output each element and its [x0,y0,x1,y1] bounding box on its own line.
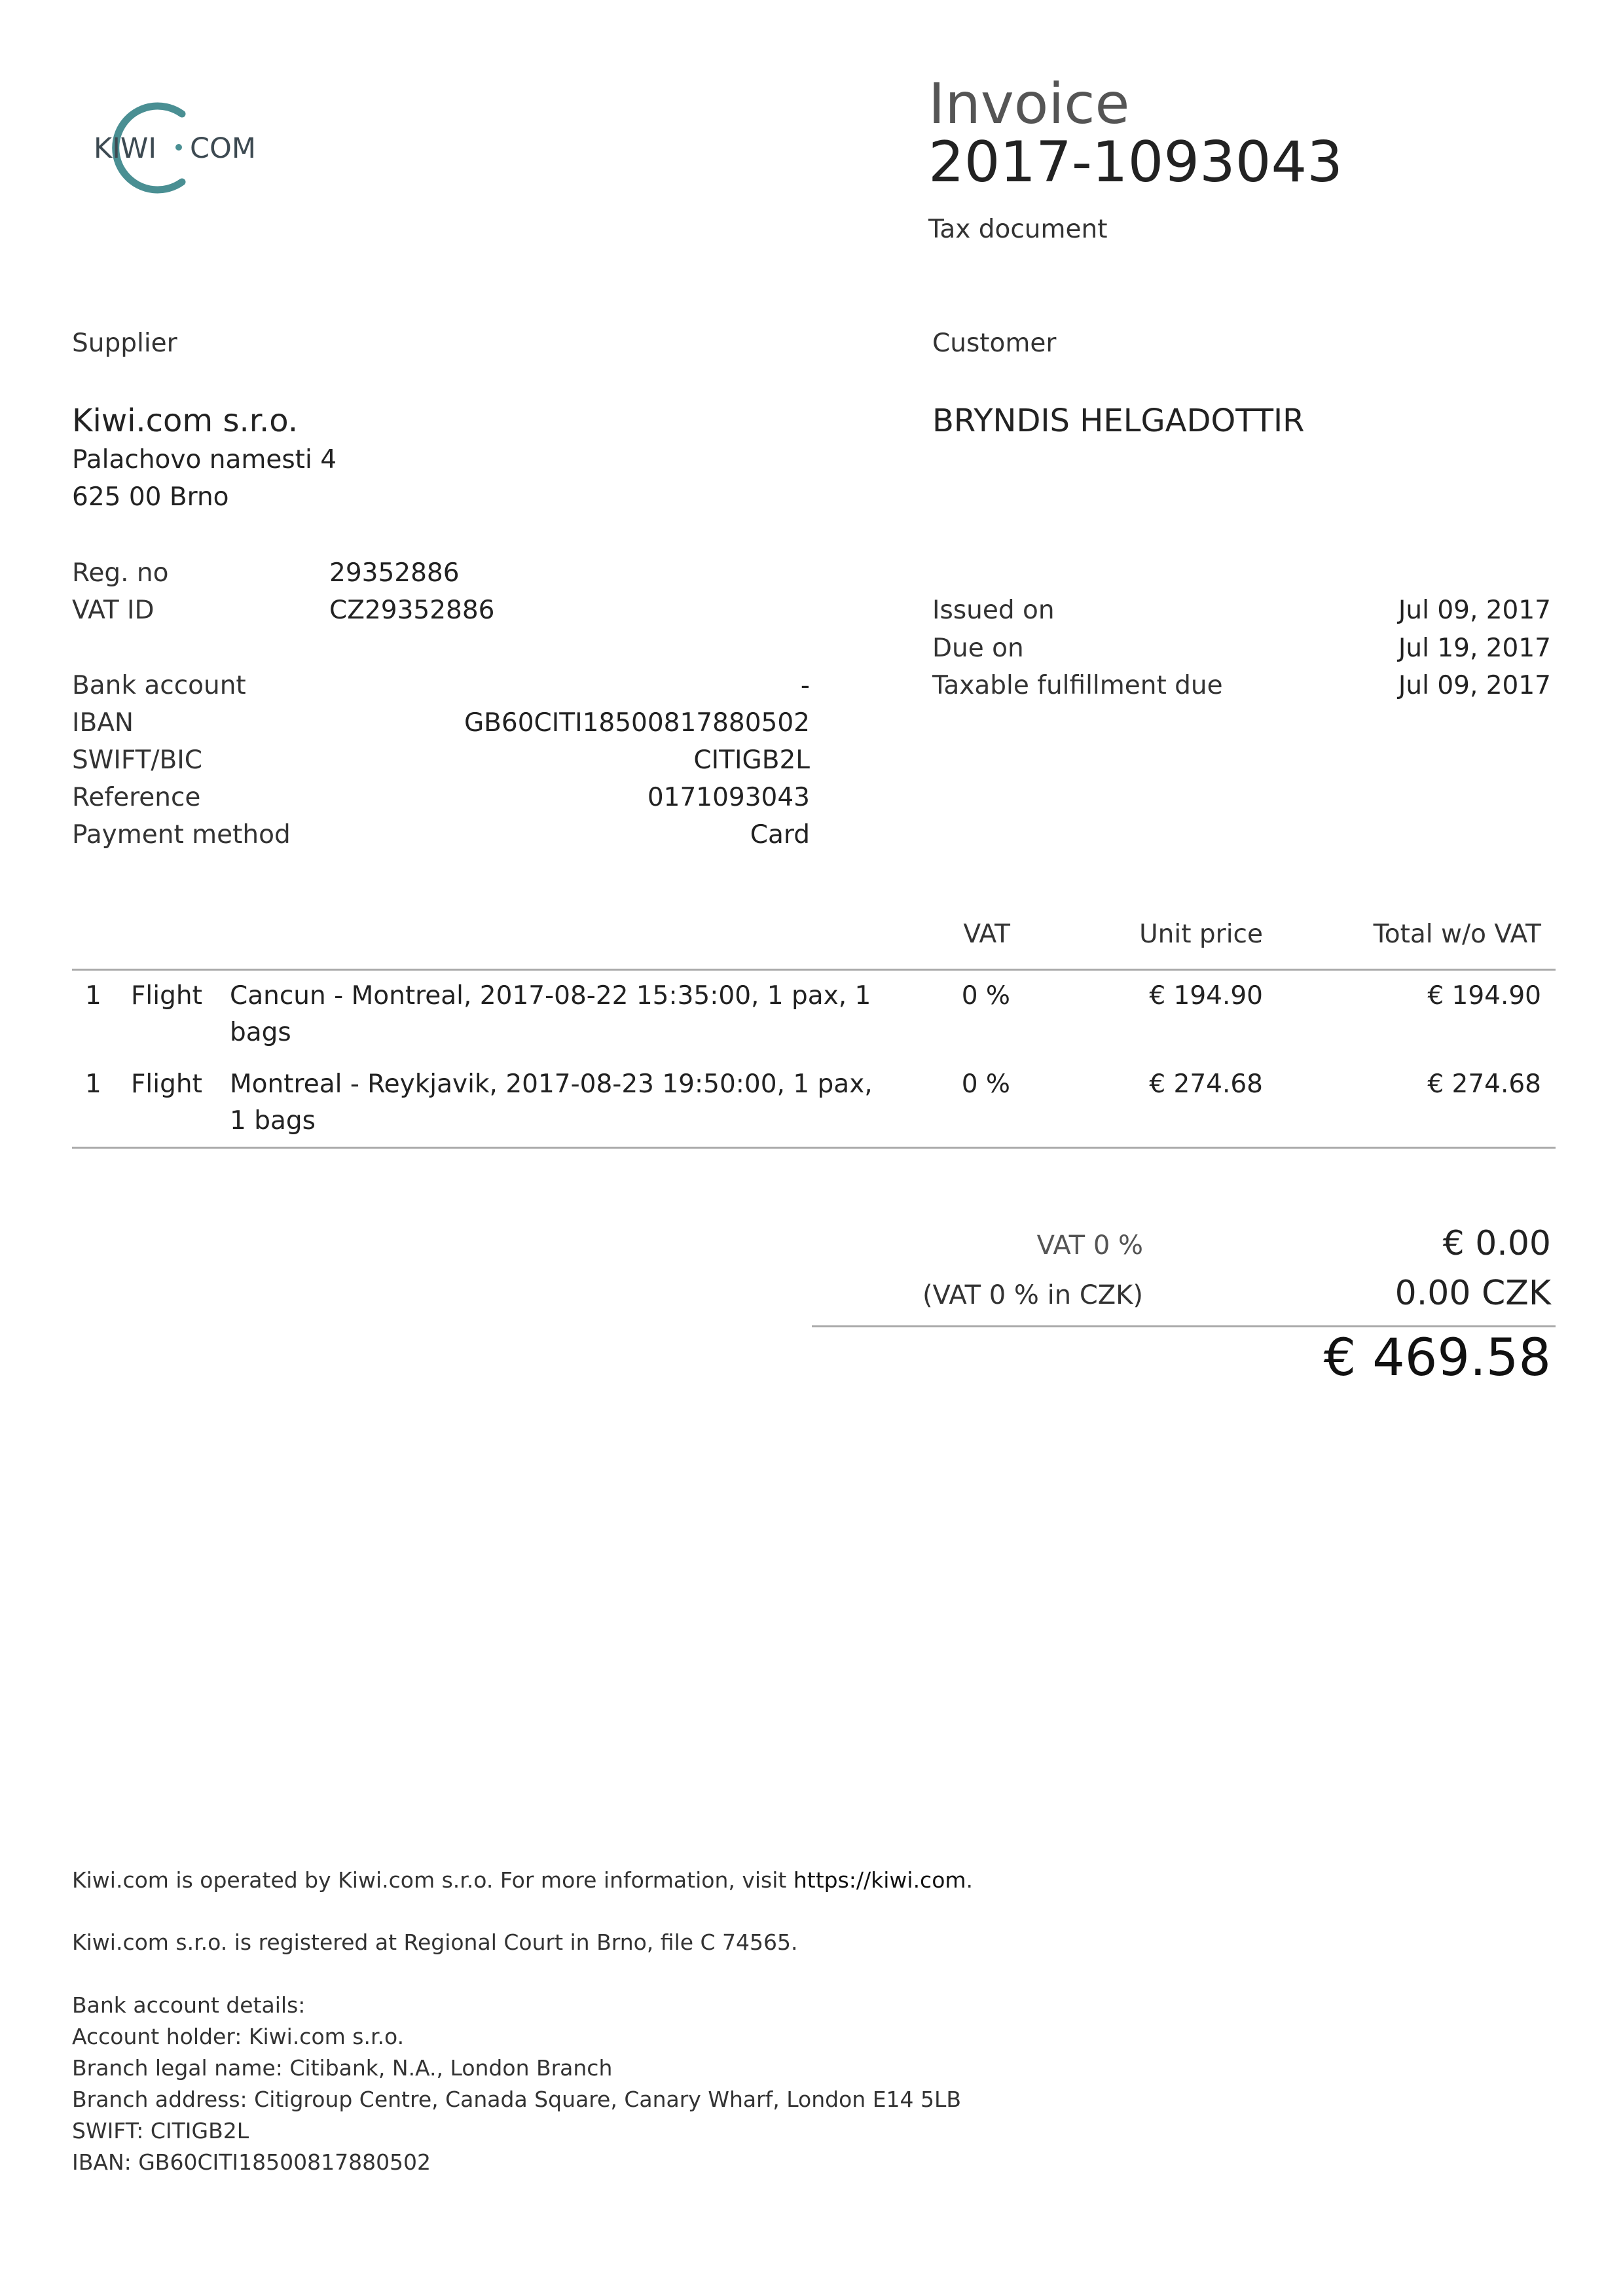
item-qty: 1 [85,981,101,1011]
supplier-address-line2: 625 00 Brno [72,482,229,512]
due-on-value: Jul 19, 2017 [1398,634,1551,663]
table-bottom-divider [72,1147,1556,1149]
taxable-fulfillment-label: Taxable fulfillment due [932,671,1223,700]
item-description: Cancun - Montreal, 2017-08-22 15:35:00, 1 pax, 1 bags [230,981,871,1047]
supplier-name: Kiwi.com s.r.o. [72,403,299,439]
vat-czk-label: (VAT 0 % in CZK) [922,1280,1143,1310]
vat-id-label: VAT ID [72,596,155,625]
reference-label: Reference [72,783,201,812]
item-qty: 1 [85,1069,101,1099]
payment-method-value: Card [750,820,810,850]
reg-no-label: Reg. no [72,558,169,588]
logo-text-kiwi: KIWI [94,132,157,165]
summary-divider [812,1325,1556,1327]
iban-label: IBAN [72,708,134,738]
swift-value: CITIGB2L [693,745,810,775]
footer-swift: SWIFT: CITIGB2L [72,2118,249,2144]
vat-czk-value: 0.00 CZK [1395,1274,1551,1313]
footer-registered: Kiwi.com s.r.o. is registered at Regional Court in Brno, file C 74565. [72,1929,798,1955]
invoice-title: Invoice [928,71,1130,137]
footer-operated-text: Kiwi.com is operated by Kiwi.com s.r.o. For more information, visit [72,1867,787,1893]
footer-iban: IBAN: GB60CITI18500817880502 [72,2149,431,2175]
payment-method-label: Payment method [72,820,291,850]
kiwi-logo [72,97,268,198]
footer-bank-heading: Bank account details: [72,1992,306,2018]
col-header-vat: VAT [963,920,1010,949]
bank-account-label: Bank account [72,671,246,700]
item-total: € 274.68 [1427,1069,1541,1099]
reg-no-value: 29352886 [329,558,460,588]
issued-on-label: Issued on [932,596,1055,625]
item-vat: 0 % [961,981,1010,1011]
item-type: Flight [131,1069,202,1099]
table-header-divider [72,969,1556,971]
footer-branch-address: Branch address: Citigroup Centre, Canada Square, Canary Wharf, London E14 5LB [72,2087,962,2112]
item-description: Montreal - Reykjavik, 2017-08-23 19:50:00, 1 pax, 1 bags [230,1069,873,1136]
footer-account-holder: Account holder: Kiwi.com s.r.o. [72,2024,405,2049]
invoice-subtitle: Tax document [928,215,1108,244]
vat-summary-value: € 0.00 [1442,1224,1551,1263]
footer-operated: Kiwi.com is operated by Kiwi.com s.r.o. For more information, visit https://kiwi.com. [72,1867,974,1893]
col-header-total: Total w/o VAT [1373,920,1541,949]
item-vat: 0 % [961,1069,1010,1099]
vat-id-value: CZ29352886 [329,596,495,625]
bank-account-value: - [800,671,810,700]
invoice-number: 2017-1093043 [928,130,1343,195]
item-type: Flight [131,981,202,1011]
issued-on-value: Jul 09, 2017 [1398,596,1551,625]
supplier-heading: Supplier [72,329,177,358]
footer-branch-name: Branch legal name: Citibank, N.A., London Branch [72,2055,613,2081]
taxable-fulfillment-value: Jul 09, 2017 [1398,671,1551,700]
customer-heading: Customer [932,329,1057,358]
footer-link[interactable]: https://kiwi.com [793,1867,966,1893]
item-total: € 194.90 [1427,981,1541,1011]
swift-label: SWIFT/BIC [72,745,203,775]
iban-value: GB60CITI18500817880502 [464,708,810,738]
item-unit-price: € 194.90 [1149,981,1263,1011]
item-unit-price: € 274.68 [1149,1069,1263,1099]
logo-text-com: COM [190,132,256,165]
reference-value: 0171093043 [647,783,810,812]
vat-summary-label: VAT 0 % [1036,1230,1143,1261]
customer-name: BRYNDIS HELGADOTTIR [932,403,1305,439]
due-on-label: Due on [932,634,1024,663]
supplier-address-line1: Palachovo namesti 4 [72,445,337,475]
grand-total: € 469.58 [1323,1329,1551,1388]
col-header-unit-price: Unit price [1139,920,1263,949]
